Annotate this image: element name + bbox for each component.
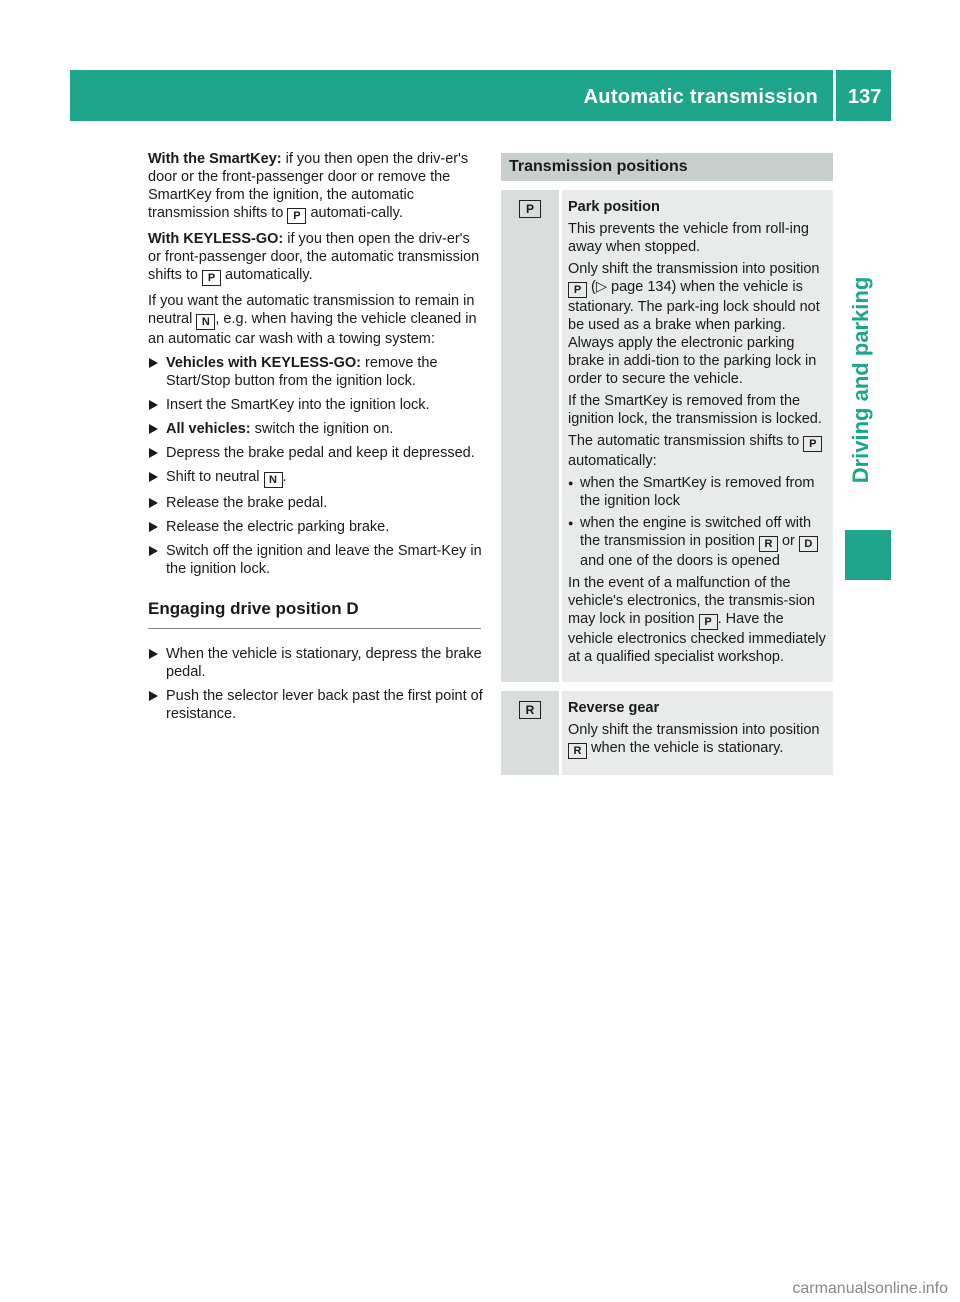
list-item: Depress the brake pedal and keep it depressed. (148, 444, 483, 462)
step-arrow-icon (149, 448, 158, 458)
section-title: Engaging drive position D (148, 599, 359, 618)
paragraph-smartkey: With the SmartKey: if you then open the driv-er's door or the front-passenger door or remove the SmartKey from the ignition, the automatic transmission shifts to P automati-cally. (148, 151, 469, 222)
list-item: When the vehicle is stationary, depress the brake pedal. (148, 645, 483, 681)
step-arrow-icon (149, 522, 158, 532)
list-item: Insert the SmartKey into the ignition lock. (148, 396, 483, 414)
transmission-table (501, 153, 833, 775)
row-title: Reverse gear (568, 700, 660, 716)
description-cell: Park position This prevents the vehicle from roll-ing away when stopped. Only shift the transmission into position P (▷ page 134) when the vehicle is stationary. The park-ing lock should not be used as a brake when parking. Always apply the electronic parking brake in addi-tion to the parking lock in order to secure the vehicle. If the SmartKey is removed from the ignition lock, the transmission is locked. The automatic transmission shifts to P automatically: ● when the SmartKey is removed from the ignition lock ● when the engine is switched off with the transmission in position R or D and one of the doors is opened In the event of a malfunction of the vehicle's electronics, the transmis-sion may lock in position P . Have the vehicle electronics checked immediately at a qualified specialist workshop. (562, 190, 833, 682)
step-arrow-icon (149, 400, 158, 410)
reverse-key-icon: R (759, 536, 778, 552)
drive-key-icon: D (799, 536, 818, 552)
reverse-key-icon: R (568, 743, 587, 759)
left-column (148, 150, 483, 729)
table-heading: Transmission positions (501, 153, 833, 181)
table-row (501, 190, 833, 682)
park-key-icon: P (699, 614, 718, 630)
park-key-icon: P (202, 270, 221, 286)
step-arrow-icon (149, 546, 158, 556)
reverse-key-icon: R (519, 701, 541, 719)
list-item: Release the electric parking brake. (148, 518, 483, 536)
step-arrow-icon (149, 424, 158, 434)
step-arrow-icon (149, 358, 158, 368)
paragraph-keyless: With KEYLESS-GO: if you then open the driv-er's or front-passenger door, the automatic transmission shifts to P automatically. (148, 231, 480, 284)
side-tab-label: Driving and parking (848, 276, 873, 484)
paragraph-neutral: If you want the automatic transmission to remain in neutral N , e.g. when having the vehicle cleaned in an automatic car wash with a towing system: (148, 293, 477, 347)
neutral-key-icon: N (264, 472, 283, 488)
list-item: Switch off the ignition and leave the Smart-Key in the ignition lock. (148, 542, 483, 578)
side-tab-marker (845, 530, 891, 580)
header-title: Automatic transmission (583, 86, 818, 108)
step-arrow-icon (149, 498, 158, 508)
park-key-icon: P (803, 436, 822, 452)
header-divider (833, 70, 836, 121)
header-bar (70, 70, 891, 121)
list-item: Release the brake pedal. (148, 494, 483, 512)
step-arrow-icon (149, 691, 158, 701)
park-key-icon: P (519, 200, 541, 218)
drive-steps (148, 645, 483, 723)
park-key-icon: P (287, 208, 306, 224)
list-item: Vehicles with KEYLESS-GO: remove the Start/Stop button from the ignition lock. (148, 354, 483, 390)
list-item: Shift to neutral N . (148, 468, 483, 488)
step-arrow-icon (149, 472, 158, 482)
list-item: Push the selector lever back past the first point of resistance. (148, 687, 483, 723)
description-cell: Reverse gear Only shift the transmission into position R when the vehicle is stationary. (562, 691, 833, 775)
symbol-cell (501, 190, 559, 682)
bullet-item: ● when the SmartKey is removed from the ignition lock (568, 474, 827, 510)
symbol-cell (501, 691, 559, 775)
neutral-steps (148, 354, 483, 578)
step-arrow-icon (149, 649, 158, 659)
section-divider (148, 628, 481, 629)
row-title: Park position (568, 199, 660, 215)
neutral-key-icon: N (196, 314, 215, 330)
page-number: 137 (848, 86, 882, 108)
bullet-item: ● when the engine is switched off with the transmission in position R or D and one of the doors is opened (568, 514, 827, 570)
table-row (501, 691, 833, 775)
side-tab (833, 180, 891, 580)
park-key-icon: P (568, 282, 587, 298)
list-item: All vehicles: switch the ignition on. (148, 420, 483, 438)
watermark: carmanualsonline.info (792, 1280, 948, 1297)
